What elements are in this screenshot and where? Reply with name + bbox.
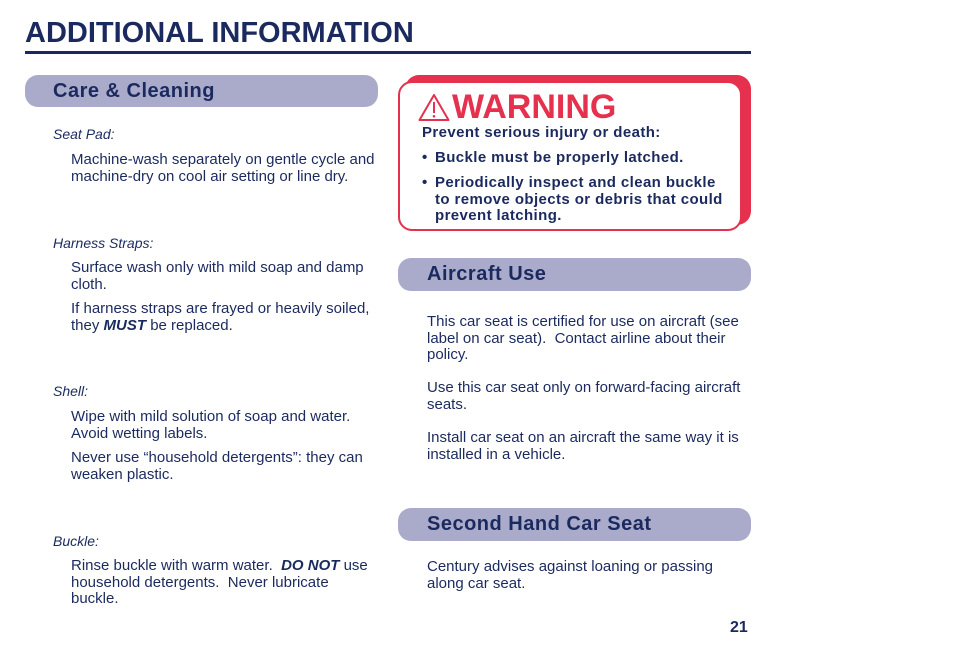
aircraft-use-header-bar xyxy=(398,258,751,291)
buckle-label: Buckle: xyxy=(53,533,99,549)
second-hand-heading: Second Hand Car Seat xyxy=(427,513,652,535)
warning-bullet-text: Periodically inspect and clean buckle to remove objects or debris that could prevent latching. xyxy=(435,174,723,224)
seat-pad-label: Seat Pad: xyxy=(53,126,115,142)
care-cleaning-heading: Care & Cleaning xyxy=(53,80,215,102)
buckle-text-emphasis: DO NOT xyxy=(281,557,340,574)
harness-note-emphasis: MUST xyxy=(103,316,147,334)
buckle-text xyxy=(71,558,377,608)
warning-title xyxy=(418,88,616,126)
harness-straps-text: Surface wash only with mild soap and damp cloth. xyxy=(71,259,368,293)
page-number: 21 xyxy=(730,619,748,636)
aircraft-use-paragraph: Install car seat on an aircraft the same way it is installed in a vehicle. xyxy=(427,429,743,463)
bullet-marker: • xyxy=(422,174,428,191)
second-hand-paragraph: Century advises against loaning or passing along car seat. xyxy=(427,558,718,592)
warning-bullet-item xyxy=(422,175,731,225)
warning-list xyxy=(422,150,731,225)
title-rule xyxy=(25,51,751,54)
aircraft-use-paragraph: Use this car seat only on forward-facing aircraft seats. xyxy=(427,379,745,413)
bullet-marker: • xyxy=(422,149,428,166)
aircraft-use-heading: Aircraft Use xyxy=(427,263,547,285)
warning-triangle-icon xyxy=(418,93,452,122)
warning-intro: Prevent serious injury or death: xyxy=(422,124,661,141)
harness-note-after: be replaced. xyxy=(146,316,233,334)
harness-straps-note xyxy=(71,301,377,334)
harness-note-before: If harness straps are frayed or heavily soiled, they xyxy=(71,300,374,334)
buckle-text-before: Rinse buckle with warm water. xyxy=(71,557,282,574)
shell-note: Never use “household detergents”: they can weaken plastic. xyxy=(71,449,368,483)
shell-text: Wipe with mild solution of soap and water. Avoid wetting labels. xyxy=(71,408,354,442)
page-title: ADDITIONAL INFORMATION xyxy=(25,17,414,49)
buckle-text-after: use household detergents. Never lubricate buckle. xyxy=(71,557,372,607)
aircraft-use-paragraph: This car seat is certified for use on aircraft (see label on car seat). Contact airline about their policy. xyxy=(427,313,743,363)
warning-bullet-text: Buckle must be properly latched. xyxy=(435,149,684,166)
care-cleaning-header-bar xyxy=(25,75,378,107)
second-hand-header-bar xyxy=(398,508,751,541)
harness-straps-label: Harness Straps: xyxy=(53,235,154,251)
shell-label: Shell: xyxy=(53,383,89,399)
warning-bullet-item xyxy=(422,150,731,167)
seat-pad-text: Machine-wash separately on gentle cycle and machine-dry on cool air setting or line dry. xyxy=(71,151,379,185)
warning-title-text: WARNING xyxy=(452,88,617,126)
